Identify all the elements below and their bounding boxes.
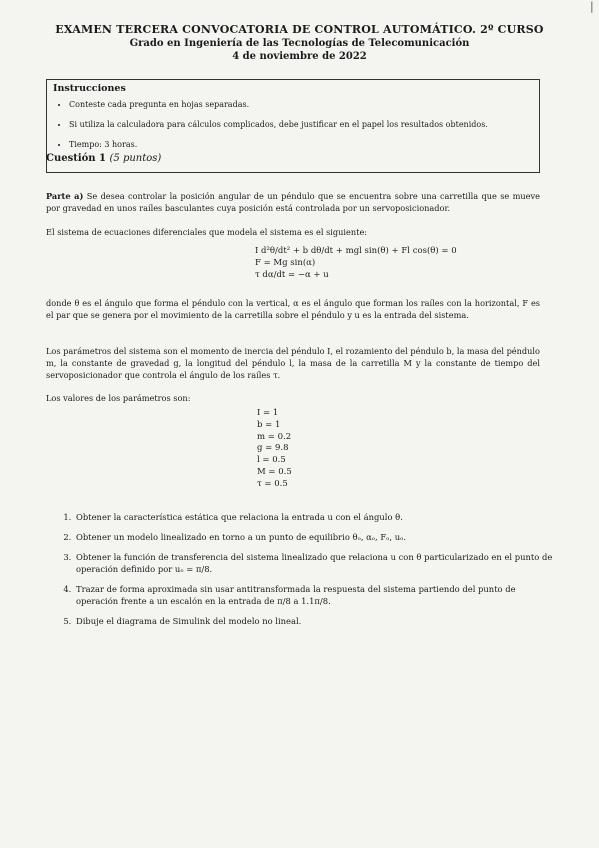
where-paragraph: donde θ es el ángulo que forma el péndulo con la vertical, α es el ángulo que forman los raíles con la horizontal, F es el par que se genera por el movimiento de la carretilla sobre el péndulo y u es la entrada del sistema. <box>46 298 540 320</box>
parameter-value: M = 0.5 <box>257 466 292 477</box>
parameter-value: m = 0.2 <box>257 431 292 442</box>
task-list <box>60 511 554 635</box>
task-item: 3. Obtener la función de transferencia del sistema linealizado que relaciona u con θ particularizado en el punto de operación definido por uₒ = π/8. <box>74 551 554 575</box>
parameter-values <box>257 408 292 491</box>
instruction-item: • Tiempo: 3 horas. <box>69 139 533 150</box>
equation-2: F = Mg sin(α) <box>255 258 316 268</box>
parte-a-paragraph <box>46 190 540 214</box>
parte-text: Se desea controlar la posición angular de un péndulo que se encuentra sobre una carretilla que se mueve por gravedad en unos raíles basculantes cuya posición está controlada por un servoposicionador. <box>46 191 541 213</box>
task-item: 4. Trazar de forma aproximada sin usar antitransformada la respuesta del sistema partiendo del punto de operación frente a un escalón en la entrada de π/8 a 1.1π/8. <box>74 583 554 607</box>
task-item: 5. Dibuje el diagrama de Simulink del modelo no lineal. <box>74 615 554 627</box>
parameter-value: τ = 0.5 <box>257 478 288 489</box>
parameter-value: g = 9.8 <box>257 443 289 454</box>
task-item: 1. Obtener la característica estática que relaciona la entrada u con el ángulo θ. <box>74 511 554 523</box>
exam-date: 4 de noviembre de 2022 <box>232 51 367 62</box>
parameter-value: I = 1 <box>257 408 279 418</box>
equation-3: τ dα/dt = −α + u <box>255 270 329 280</box>
question-points: (5 puntos) <box>109 153 162 164</box>
exam-header <box>0 22 599 63</box>
exam-title: EXAMEN TERCERA CONVOCATORIA DE CONTROL AUTOMÁTICO. 2º CURSO <box>55 23 544 36</box>
equation-block <box>255 245 457 281</box>
question-label: Cuestión 1 <box>46 153 107 164</box>
page-edge-mark: | <box>590 0 594 13</box>
instruction-item: • Si utiliza la calculadora para cálculos complicados, debe justificar en el papel los resultados obtenidos. <box>69 119 533 130</box>
parameter-value: b = 1 <box>257 419 281 430</box>
parameter-value: l = 0.5 <box>257 455 286 466</box>
parte-label: Parte a) <box>46 191 84 201</box>
exam-subtitle: Grado en Ingeniería de las Tecnologías de Telecomunicación <box>129 38 470 49</box>
values-intro: Los valores de los parámetros son: <box>46 393 191 403</box>
instruction-item: • Conteste cada pregunta en hojas separadas. <box>69 99 533 110</box>
task-item: 2. Obtener un modelo linealizado en torno a un punto de equilibrio θₒ, αₒ, Fₒ, uₒ. <box>74 531 554 543</box>
system-intro: El sistema de ecuaciones diferenciales que modela el sistema es el siguiente: <box>46 227 368 237</box>
instructions-list <box>53 99 533 150</box>
question-heading <box>46 153 161 164</box>
equation-1: I d²θ/dt² + b dθ/dt + mgl sin(θ) + Fl cos(θ) = 0 <box>255 246 457 256</box>
parameters-paragraph: Los parámetros del sistema son el momento de inercia del péndulo I, el rozamiento del péndulo b, la masa del péndulo m, la constante de gravedad g, la longitud del péndulo l, la masa de la carretilla M y la constante de tiempo del servoposicionador que controla el ángulo de los raíles τ. <box>46 346 540 380</box>
instructions-title: Instrucciones <box>53 83 126 94</box>
